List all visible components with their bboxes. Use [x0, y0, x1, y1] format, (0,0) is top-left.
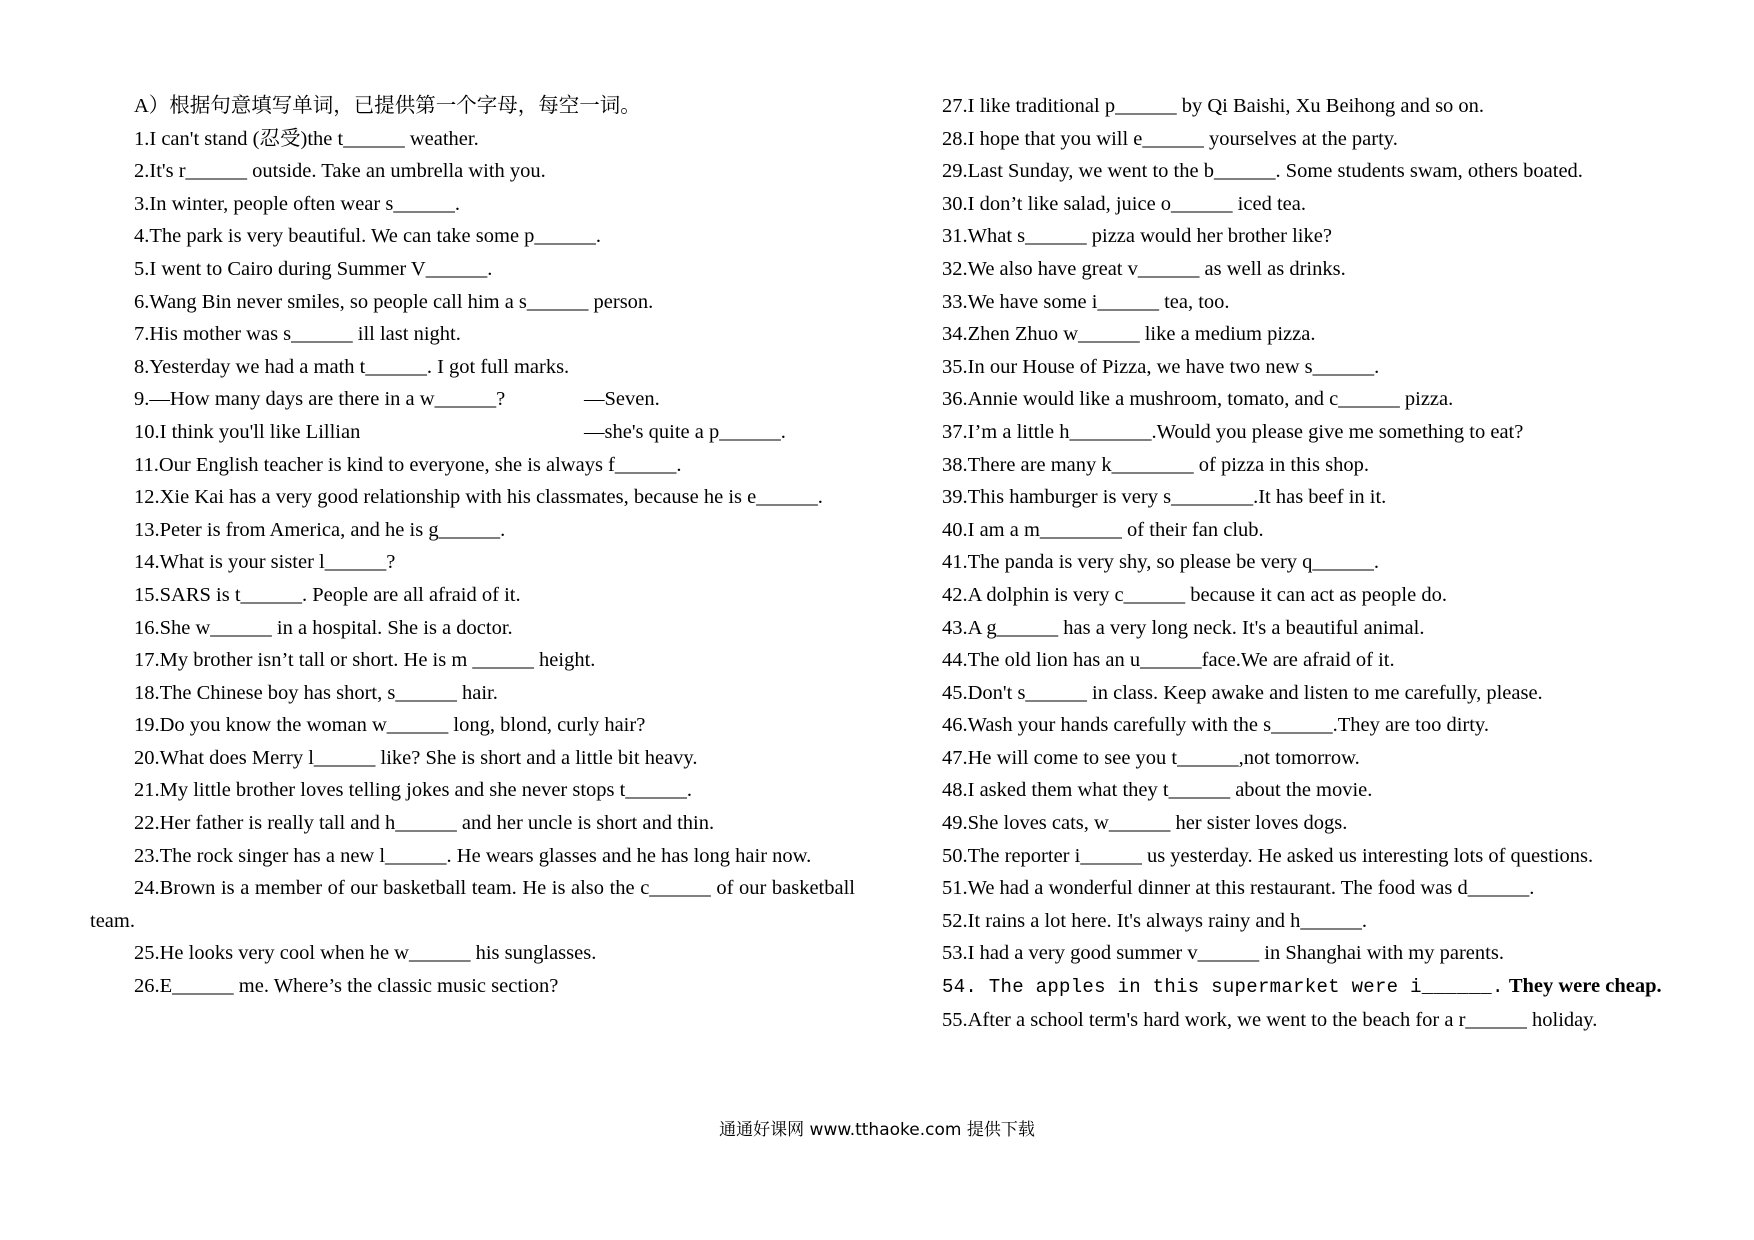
question-item: 21.My little brother loves telling jokes and she never stops t______.	[134, 779, 692, 802]
question-item: 28.I hope that you will e______ yourselves at the party.	[942, 127, 1398, 150]
question-item: 47.He will come to see you t______,not tomorrow.	[942, 746, 1360, 769]
question-item: 37.I’m a little h________.Would you please give me something to eat?	[942, 420, 1524, 443]
question-item: 39.This hamburger is very s________.It has beef in it.	[942, 486, 1387, 509]
question-54-text: 54. The apples in this supermarket were i______.	[942, 976, 1504, 999]
question-item: 5.I went to Cairo during Summer V______.	[134, 257, 493, 280]
question-item: 35.In our House of Pizza, we have two new s______.	[942, 355, 1380, 378]
question-item-55: 55.After a school term's hard work, we went to the beach for a r______ holiday.	[942, 1008, 1598, 1031]
question-item: 11.Our English teacher is kind to everyone, she is always f______.	[134, 453, 682, 476]
question-item: 38.There are many k________ of pizza in this shop.	[942, 453, 1369, 476]
question-54-tail: They were cheap.	[1508, 975, 1662, 998]
question-item: 45.Don't s______ in class. Keep awake and listen to me carefully, please.	[942, 681, 1543, 704]
question-item: 2.It's r______ outside. Take an umbrella with you.	[134, 160, 546, 183]
question-item: 34.Zhen Zhuo w______ like a medium pizza.	[942, 323, 1316, 346]
question-9-text: 9.—How many days are there in a w______?	[134, 388, 506, 411]
question-item: 43.A g______ has a very long neck. It's a beautiful animal.	[942, 616, 1425, 639]
question-10-text: 10.I think you'll like Lillian	[134, 420, 361, 443]
question-item: 4.The park is very beautiful. We can take some p______.	[134, 225, 602, 248]
right-column	[942, 90, 1682, 1036]
question-item: 7.His mother was s______ ill last night.	[134, 323, 461, 346]
question-item: 27.I like traditional p______ by Qi Baishi, Xu Beihong and so on.	[942, 95, 1485, 117]
question-item: 13.Peter is from America, and he is g______.	[134, 518, 506, 541]
question-item-12: 12.Xie Kai has a very good relationship with his classmates, because he is e______.	[134, 486, 823, 509]
question-item: 30.I don’t like salad, juice o______ iced tea.	[942, 192, 1306, 215]
question-item: 31.What s______ pizza would her brother like?	[942, 225, 1332, 248]
question-item: 22.Her father is really tall and h______ and her uncle is short and thin.	[134, 812, 715, 835]
question-item: 53.I had a very good summer v______ in Shanghai with my parents.	[942, 942, 1504, 965]
question-item: 32.We also have great v______ as well as drinks.	[942, 257, 1346, 280]
question-item: 40.I am a m________ of their fan club.	[942, 518, 1264, 541]
question-item-24: 24.Brown is a member of our basketball team. He is also the c______ of our basketball team.	[90, 877, 855, 932]
page-footer: 通通好课网 www.tthaoke.com 提供下载	[719, 1120, 1035, 1140]
question-item: 14.What is your sister l______?	[134, 551, 396, 574]
question-item-9	[90, 383, 855, 416]
question-item: 42.A dolphin is very c______ because it can act as people do.	[942, 583, 1447, 606]
question-item: 50.The reporter i______ us yesterday. He asked us interesting lots of questions.	[942, 844, 1594, 867]
question-10-answer: —she's quite a p______.	[584, 420, 786, 443]
question-item: 48.I asked them what they t______ about the movie.	[942, 779, 1373, 802]
question-item-54	[942, 970, 1682, 1004]
question-item: 8.Yesterday we had a math t______. I got full marks.	[134, 355, 570, 378]
question-9-answer: —Seven.	[584, 388, 660, 411]
question-item: 51.We had a wonderful dinner at this restaurant. The food was d______.	[942, 877, 1535, 900]
question-item: 46.Wash your hands carefully with the s______.They are too dirty.	[942, 714, 1489, 737]
section-heading: A）根据句意填写单词，已提供第一个字母，每空一词。	[134, 95, 641, 117]
question-item: 15.SARS is t______. People are all afraid of it.	[134, 583, 521, 606]
question-item: 41.The panda is very shy, so please be very q______.	[942, 551, 1380, 574]
question-item: 52.It rains a lot here. It's always rainy and h______.	[942, 909, 1367, 932]
question-item-10	[90, 416, 855, 449]
question-item: 25.He looks very cool when he w______ his sunglasses.	[134, 942, 597, 965]
question-item: 29.Last Sunday, we went to the b______. Some students swam, others boated.	[942, 160, 1583, 183]
question-item: 6.Wang Bin never smiles, so people call him a s______ person.	[134, 290, 654, 313]
question-item: 26.E______ me. Where’s the classic music section?	[134, 975, 559, 998]
question-item: 16.She w______ in a hospital. She is a doctor.	[134, 616, 513, 639]
question-item: 33.We have some i______ tea, too.	[942, 290, 1230, 313]
question-item: 20.What does Merry l______ like? She is short and a little bit heavy.	[134, 746, 698, 769]
question-item: 19.Do you know the woman w______ long, blond, curly hair?	[134, 714, 646, 737]
question-item: 3.In winter, people often wear s______.	[134, 192, 460, 215]
question-item: 36.Annie would like a mushroom, tomato, and c______ pizza.	[942, 388, 1454, 411]
question-item: 17.My brother isn’t tall or short. He is m ______ height.	[134, 649, 596, 672]
question-item: 1.I can't stand (忍受)the t______ weather.	[134, 127, 479, 150]
question-item-23: 23.The rock singer has a new l______. He wears glasses and he has long hair now.	[134, 844, 812, 867]
question-item: 18.The Chinese boy has short, s______ hair.	[134, 681, 498, 704]
left-column	[90, 90, 855, 1003]
question-item: 44.The old lion has an u______face.We are afraid of it.	[942, 649, 1395, 672]
question-item: 49.She loves cats, w______ her sister loves dogs.	[942, 812, 1348, 835]
